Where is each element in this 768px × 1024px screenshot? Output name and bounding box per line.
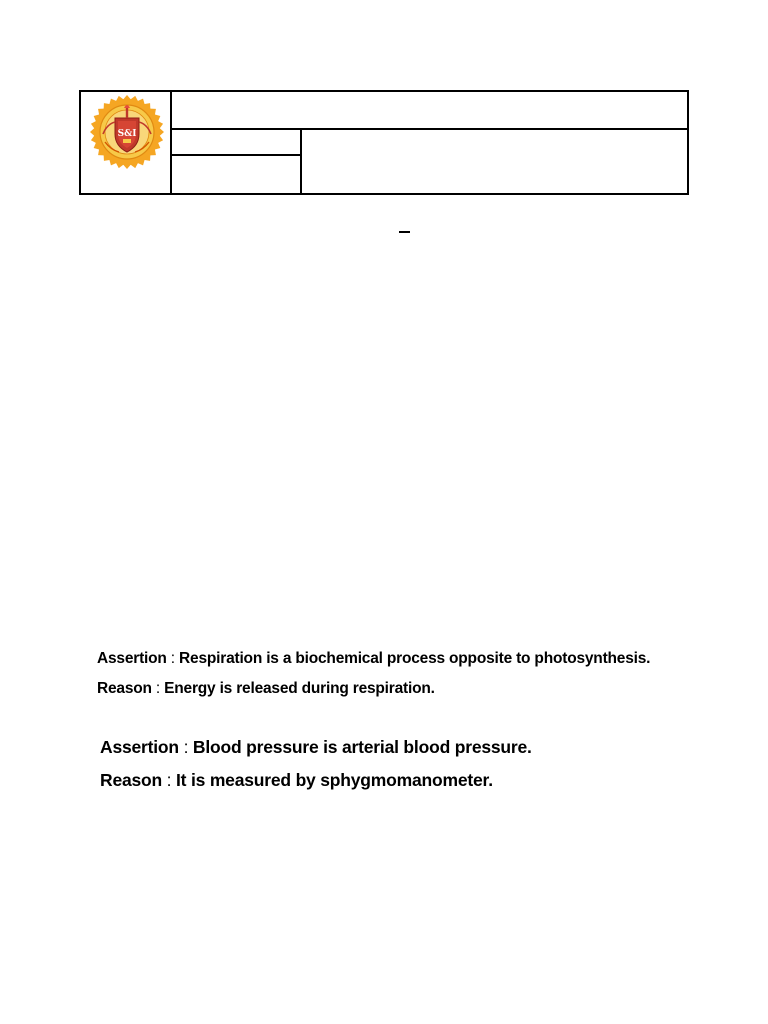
reason-text: Energy is released during respiration. bbox=[164, 680, 435, 697]
reason-line bbox=[100, 770, 493, 791]
assertion-label: Assertion bbox=[97, 650, 167, 667]
header-table bbox=[79, 90, 689, 195]
reason-label: Reason bbox=[97, 680, 152, 697]
svg-text:S&I: S&I bbox=[117, 129, 137, 139]
header-left-top-cell bbox=[172, 130, 302, 156]
reason-label: Reason bbox=[100, 770, 163, 790]
separator: : bbox=[178, 737, 193, 757]
assertion-label: Assertion bbox=[100, 737, 179, 757]
assertion-text: Respiration is a biochemical process opposite to photosynthesis. bbox=[179, 650, 651, 667]
reason-line bbox=[97, 680, 435, 698]
separator: : bbox=[166, 650, 180, 667]
assertion-line bbox=[97, 650, 650, 668]
header-right-cell bbox=[302, 130, 687, 193]
logo-cell bbox=[81, 92, 172, 193]
separator: : bbox=[162, 770, 177, 790]
reason-text: It is measured by sphygmomanometer. bbox=[176, 770, 493, 790]
header-left-bottom-cell bbox=[172, 156, 302, 193]
assertion-line bbox=[100, 737, 532, 758]
header-title-cell bbox=[172, 92, 687, 130]
separator: : bbox=[151, 680, 165, 697]
assertion-text: Blood pressure is arterial blood pressure. bbox=[192, 737, 532, 757]
dash-mark bbox=[399, 231, 410, 233]
school-seal-icon bbox=[89, 94, 165, 170]
